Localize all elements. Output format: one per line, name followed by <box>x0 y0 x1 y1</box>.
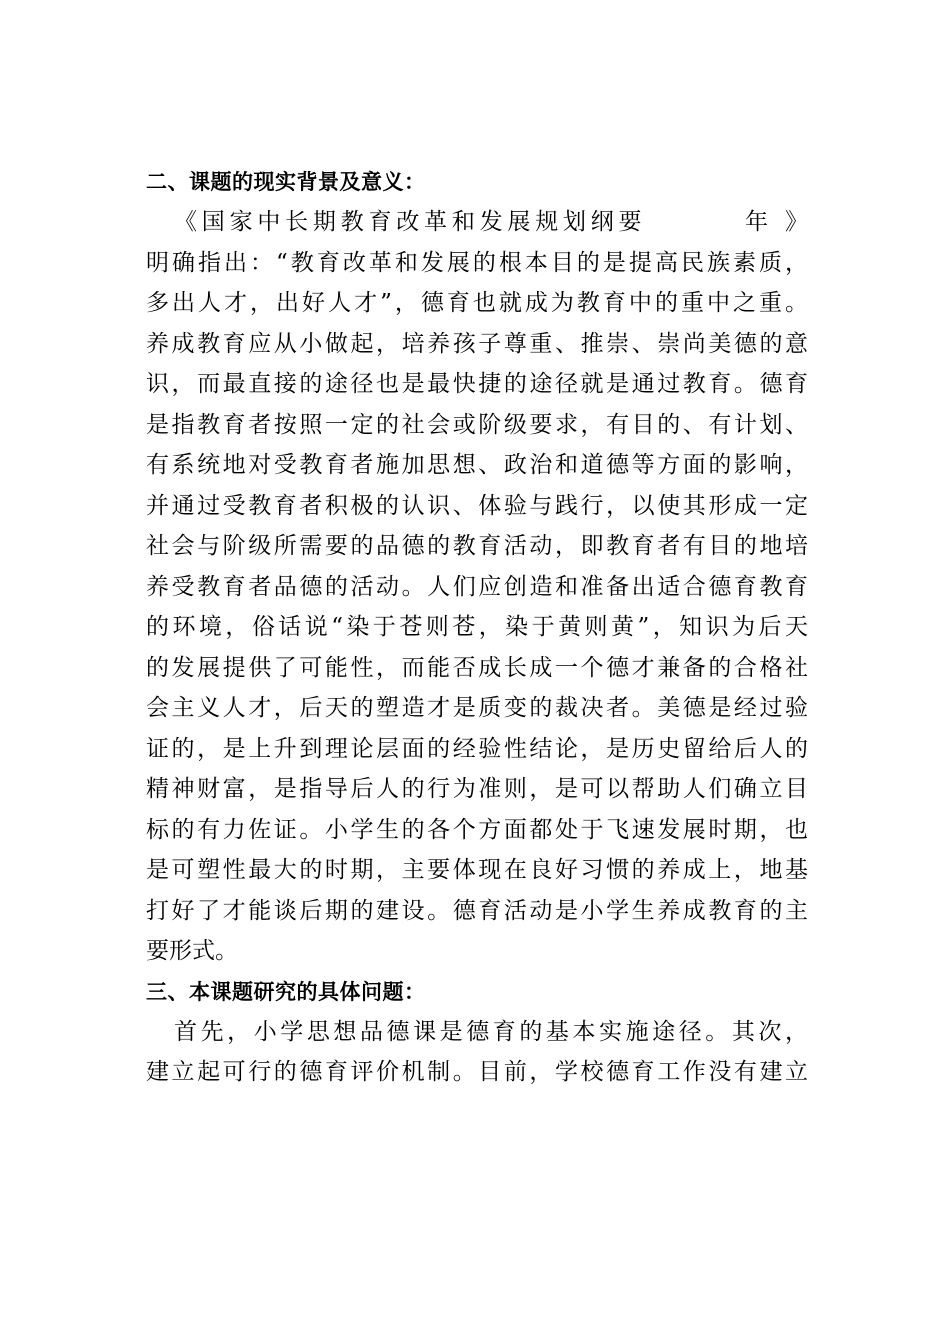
section-heading-problems: 三、本课题研究的具体问题： <box>146 979 426 1004</box>
paragraph-line: 首先，小学思想品德课是德育的基本实施途径。其次， <box>174 1018 808 1045</box>
paragraph-background <box>146 202 808 972</box>
paragraph-line: 是可塑性最大的时期，主要体现在良好习惯的养成上，地基 <box>146 857 808 883</box>
paragraph-line: 是指教育者按照一定的社会或阶级要求，有目的、有计划、 <box>146 411 808 438</box>
section-heading-background: 二、课题的现实背景及意义： <box>146 170 426 194</box>
outline-title-text: 《国家中长期教育改革和发展规划纲要 <box>174 209 647 235</box>
paragraph-line: 要形式。 <box>146 938 238 964</box>
paragraph-line: 的发展提供了可能性，而能否成长成一个德才兼备的合格社 <box>146 654 808 681</box>
paragraph-line: 多出人才，出好人才”，德育也就成为教育中的重中之重。 <box>146 290 808 316</box>
paragraph-line: 证的，是上升到理论层面的经验性结论，是历史留给后人的 <box>146 735 808 762</box>
paragraph-line: 养成教育应从小做起，培养孩子尊重、推崇、崇尚美德的意 <box>146 330 808 357</box>
paragraph-line: 打好了才能谈后期的建设。德育活动是小学生养成教育的主 <box>146 897 808 924</box>
paragraph-line: 建立起可行的德育评价机制。目前，学校德育工作没有建立 <box>146 1059 808 1085</box>
paragraph-line: 精神财富，是指导后人的行为准则，是可以帮助人们确立目 <box>146 776 808 802</box>
outline-year-text: 年 》 <box>740 209 809 235</box>
paragraph-problems <box>146 1012 808 1093</box>
paragraph-line: 养受教育者品德的活动。人们应创造和准备出适合德育教育 <box>146 573 808 600</box>
paragraph-line <box>146 202 808 243</box>
paragraph-line: 会主义人才，后天的塑造才是质变的裁决者。美德是经过验 <box>146 695 808 721</box>
paragraph-line: 有系统地对受教育者施加思想、政治和道德等方面的影响， <box>146 452 808 478</box>
paragraph-line: 明确指出：“教育改革和发展的根本目的是提高民族素质， <box>146 249 808 276</box>
paragraph-line: 的环境，俗话说“染于苍则苍，染于黄则黄”，知识为后天 <box>146 614 808 640</box>
paragraph-line: 并通过受教育者积极的认识、体验与践行，以使其形成一定 <box>146 492 808 519</box>
paragraph-line: 社会与阶级所需要的品德的教育活动，即教育者有目的地培 <box>146 533 808 559</box>
paragraph-line: 识，而最直接的途径也是最快捷的途径就是通过教育。德育 <box>146 371 808 397</box>
document-page <box>146 162 808 1093</box>
paragraph-line: 标的有力佐证。小学生的各个方面都处于飞速发展时期，也 <box>146 816 808 843</box>
